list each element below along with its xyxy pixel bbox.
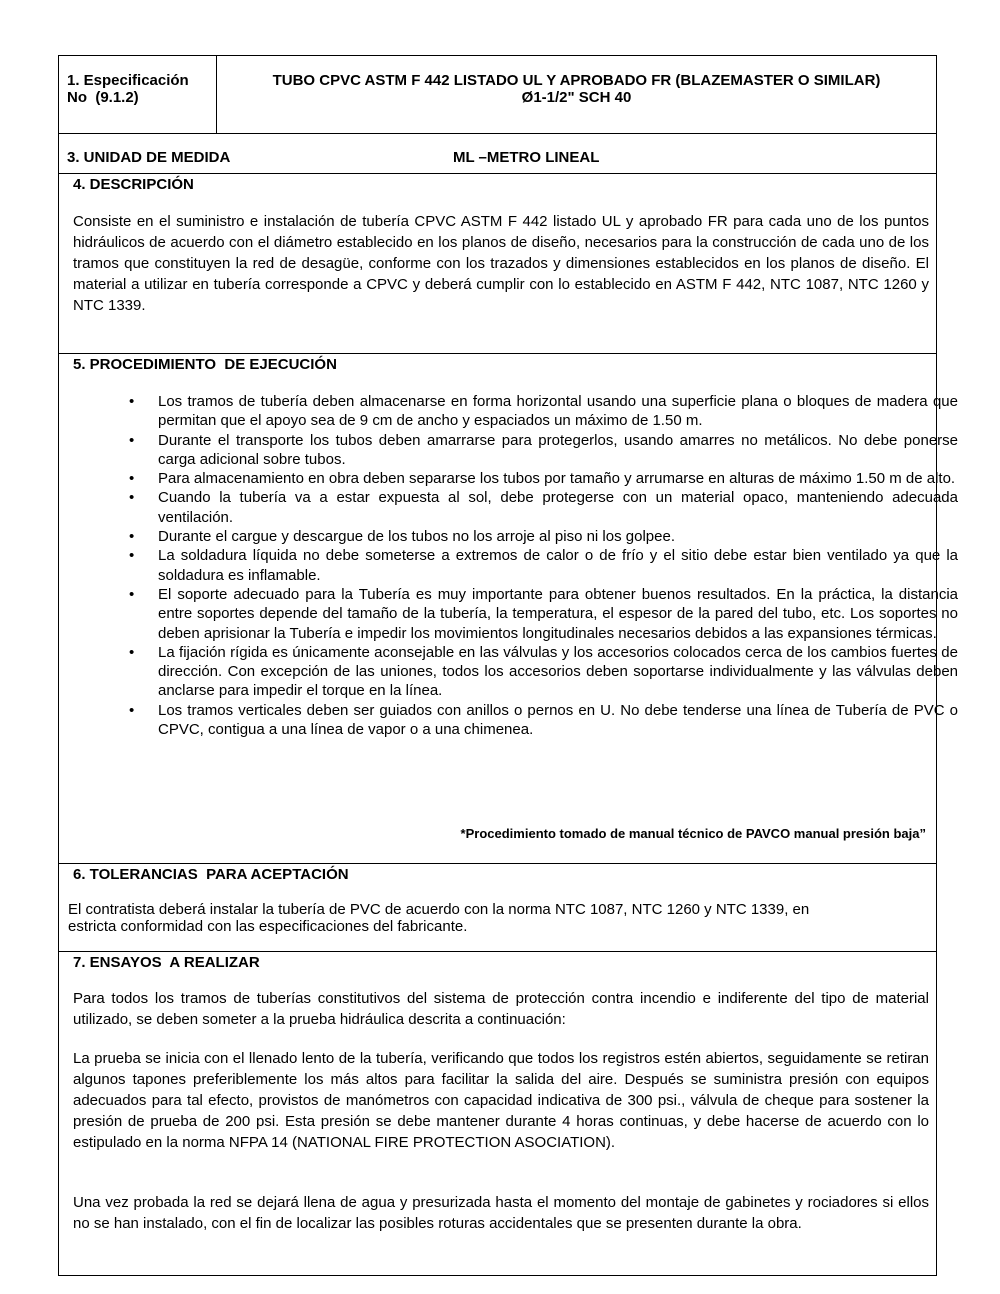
tests-section <box>59 952 936 1275</box>
spec-number: No (9.1.2) <box>67 89 139 106</box>
tests-paragraph: La prueba se inicia con el llenado lento de la tubería, verificando que todos los registros estén abiertos, seguidamente se retiran algunos tapones preferiblemente los más altos para facilitar la salida del aire. Después se suministra presión con equipos adecuados para tal efecto, provistos de manómetros con capacidad indicativa de 300 psi., válvula de cheque para sostener la presión de prueba de 200 psi. Esta presión se debe mantener durante 4 horas continuas, y debe hacerse de acuerdo con lo estipulado en la norma NFPA 14 (NATIONAL FIRE PROTECTION ASOCIATION). <box>73 1050 929 1151</box>
list-item: • Los tramos verticales deben ser guiados con anillos o pernos en U. No debe tenderse una línea de Tubería de PVC o CPVC, contigua a una línea de vapor o a una chimenea. <box>158 701 958 740</box>
list-item: • Los tramos de tubería deben almacenarse en forma horizontal usando una superficie plana o bloques de madera que permitan que el apoyo sea de 9 cm de ancho y espaciados un máximo de 1.50 m. <box>158 392 958 431</box>
description-title: 4. DESCRIPCIÓN <box>73 176 194 193</box>
procedure-source-note: *Procedimiento tomado de manual técnico de PAVCO manual presión baja” <box>460 826 926 841</box>
spec-title: TUBO CPVC ASTM F 442 LISTADO UL Y APROBADO FR (BLAZEMASTER O SIMILAR) <box>272 72 881 89</box>
unit-row <box>59 134 936 174</box>
list-item: • El soporte adecuado para la Tubería es muy importante para obtener buenos resultados. En la práctica, la distancia entre soportes depende del tamaño de la tubería, la temperatura, el espesor de la pared del tubo, etc. Los soportes no deben aprisionar la Tubería e impedir los movimientos longitudinales necesarios debidos a las expansiones térmicas. <box>158 585 958 643</box>
tolerances-line: El contratista deberá instalar la tubería de PVC de acuerdo con la norma NTC 1087, NTC 1260 y NTC 1339, en <box>68 901 810 918</box>
procedure-title: 5. PROCEDIMIENTO DE EJECUCIÓN <box>73 356 337 373</box>
description-text: Consiste en el suministro e instalación de tubería CPVC ASTM F 442 listado UL y aprobado FR para cada uno de los puntos hidráulicos de acuerdo con el diámetro establecido en los planos de diseño, necesarios para la construcción de cada uno de los tramos que constituyen la red de desagüe, conforme con los trazados y dimensiones establecidos en los planos de diseño. El material a utilizar en tubería corresponde a CPVC y deberá cumplir con lo establecido en ASTM F 442, NTC 1087, NTC 1260 y NTC 1339. <box>73 213 929 314</box>
list-item: • Durante el transporte los tubos deben amarrarse para protegerlos, usando amarres no metálicos. No debe ponerse carga adicional sobre tubos. <box>158 431 958 470</box>
unit-label: 3. UNIDAD DE MEDIDA <box>67 149 231 166</box>
list-item: • La fijación rígida es únicamente aconsejable en las válvulas y los accesorios colocados cerca de los cambios fuertes de dirección. Con excepción de las uniones, todos los accesorios deben soportarse individualmente y las válvulas deben anclarse para impedir el torque en la línea. <box>158 643 958 701</box>
description-section <box>59 174 936 354</box>
spec-diameter: Ø1-1/2" SCH 40 <box>521 89 632 106</box>
unit-value: ML –METRO LINEAL <box>453 149 600 166</box>
specification-sheet <box>58 55 958 1276</box>
spec-number-cell <box>59 56 217 133</box>
tolerances-text <box>68 901 809 935</box>
list-item: • Para almacenamiento en obra deben separarse los tubos por tamaño y arrumarse en alturas de máximo 1.50 m de alto. <box>158 469 958 488</box>
procedure-list <box>129 392 958 739</box>
tolerances-title: 6. TOLERANCIAS PARA ACEPTACIÓN <box>73 866 349 883</box>
spec-title-cell <box>217 72 936 106</box>
spec-header-row <box>59 56 936 134</box>
tolerances-section <box>59 864 936 952</box>
tests-title: 7. ENSAYOS A REALIZAR <box>73 954 260 971</box>
spec-label: 1. Especificación <box>67 72 189 89</box>
procedure-section <box>59 354 958 864</box>
tests-paragraph: Una vez probada la red se dejará llena de agua y presurizada hasta el momento del montaje de gabinetes y rociadores si ellos no se han instalado, con el fin de localizar las posibles roturas accidentales que se presenten durante la obra. <box>73 1194 929 1232</box>
list-item: • La soldadura líquida no debe someterse a extremos de calor o de frío y el sitio debe estar bien ventilado ya que la soldadura es inflamable. <box>158 546 958 585</box>
list-item: • Durante el cargue y descargue de los tubos no los arroje al piso ni los golpee. <box>158 527 958 546</box>
tolerances-line: estricta conformidad con las especificaciones del fabricante. <box>68 918 468 935</box>
list-item: • Cuando la tubería va a estar expuesta al sol, debe protegerse con un material opaco, manteniendo adecuada ventilación. <box>158 488 958 527</box>
tests-paragraph: Para todos los tramos de tuberías constitutivos del sistema de protección contra incendio e indiferente del tipo de material utilizado, se deben someter a la prueba hidráulica descrita a continuación: <box>73 990 929 1028</box>
